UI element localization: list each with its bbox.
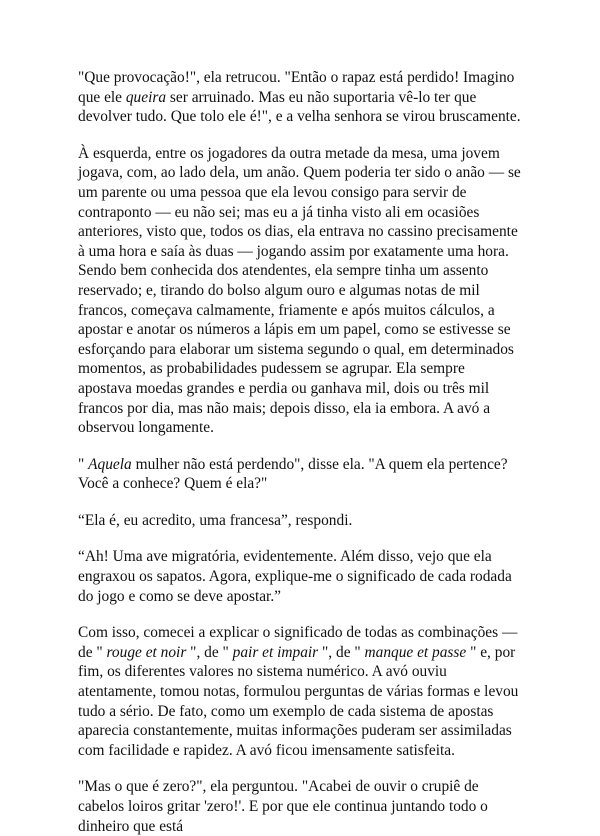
- paragraph-4: [78, 511, 522, 531]
- italic-segment: queira: [125, 88, 167, 106]
- paragraph-5: [78, 547, 522, 606]
- italic-segment: manque et passe: [364, 643, 467, 661]
- paragraph-1: [78, 68, 522, 127]
- text-segment: "Mas o que é zero?", ela perguntou. "Acabei de ouvir o crupiê de cabelos loiros gritar 'zero!'. E por que ele continua juntando todo o dinheiro que está: [78, 778, 488, 835]
- text-segment: ser arruinado. Mas eu não suportaria vê-lo ter que devolver tudo. Que tolo ele é!", e a velha senhora se virou bruscamente.: [78, 88, 521, 126]
- text-segment: ", de ": [318, 643, 365, 661]
- italic-segment: Aquela: [88, 455, 132, 473]
- paragraph-6: [78, 623, 522, 760]
- text-segment: ", de ": [186, 643, 233, 661]
- paragraph-7: [78, 777, 522, 836]
- paragraph-2: [78, 144, 522, 438]
- text-segment: mulher não está perdendo", disse ela. "A quem ela pertence? Você a conhece? Quem é ela?": [78, 455, 508, 493]
- text-segment: “Ela é, eu acredito, uma francesa”, respondi.: [78, 511, 353, 529]
- paragraph-3: [78, 455, 522, 494]
- text-segment: Com isso, comecei a explicar o significado de todas as combinações — de ": [78, 624, 518, 661]
- italic-segment: rouge et noir: [106, 643, 187, 661]
- text-segment: " e, por fim, os diferentes valores no sistema numérico. A avó ouviu atentamente, tomou notas, formulou perguntas de várias formas e levou tudo a sério. De fato, como um exemplo de cada sistema de apostas aparecia constantemente, muitas informações puderam ser assimiladas com facilidade e rapidez. A avó ficou imensamente satisfeita.: [78, 643, 519, 759]
- text-segment: ": [78, 455, 89, 473]
- text-segment: “Ah! Uma ave migratória, evidentemente. Além disso, vejo que ela engraxou os sapatos. Agora, explique-me o significado de cada rodada do jogo e como se deve apostar.”: [78, 548, 512, 605]
- text-segment: À esquerda, entre os jogadores da outra metade da mesa, uma jovem jogava, com, ao lado dela, um anão. Quem poderia ter sido o anão — se um parente ou uma pessoa que ela levou consigo para servir de contraponto — eu não sei; mas eu a já tinha visto ali em ocasiões anteriores, visto que, todos os dias, ela entrava no cassino precisamente à uma hora e saía às duas — jogando assim por exatamente uma hora. Sendo bem conhecida dos atendentes, ela sempre tinha um assento reservado; e, tirando do bolso algum ouro e algumas notas de mil francos, começava calmamente, friamente e após muitos cálculos, a apostar e anotar os números a lápis em um papel, como se estivesse se esforçando para elaborar um sistema segundo o qual, em determinados momentos, as probabilidades pudessem se agrupar. Ela sempre apostava moedas grandes e perdia ou ganhava mil, dois ou três mil francos por dia, mas não mais; depois disso, ela ia embora. A avó a observou longamente.: [78, 144, 521, 437]
- italic-segment: pair et impair: [232, 643, 319, 661]
- text-segment: "Que provocação!", ela retrucou. "Então o rapaz está perdido! Imagino que ele: [78, 69, 515, 106]
